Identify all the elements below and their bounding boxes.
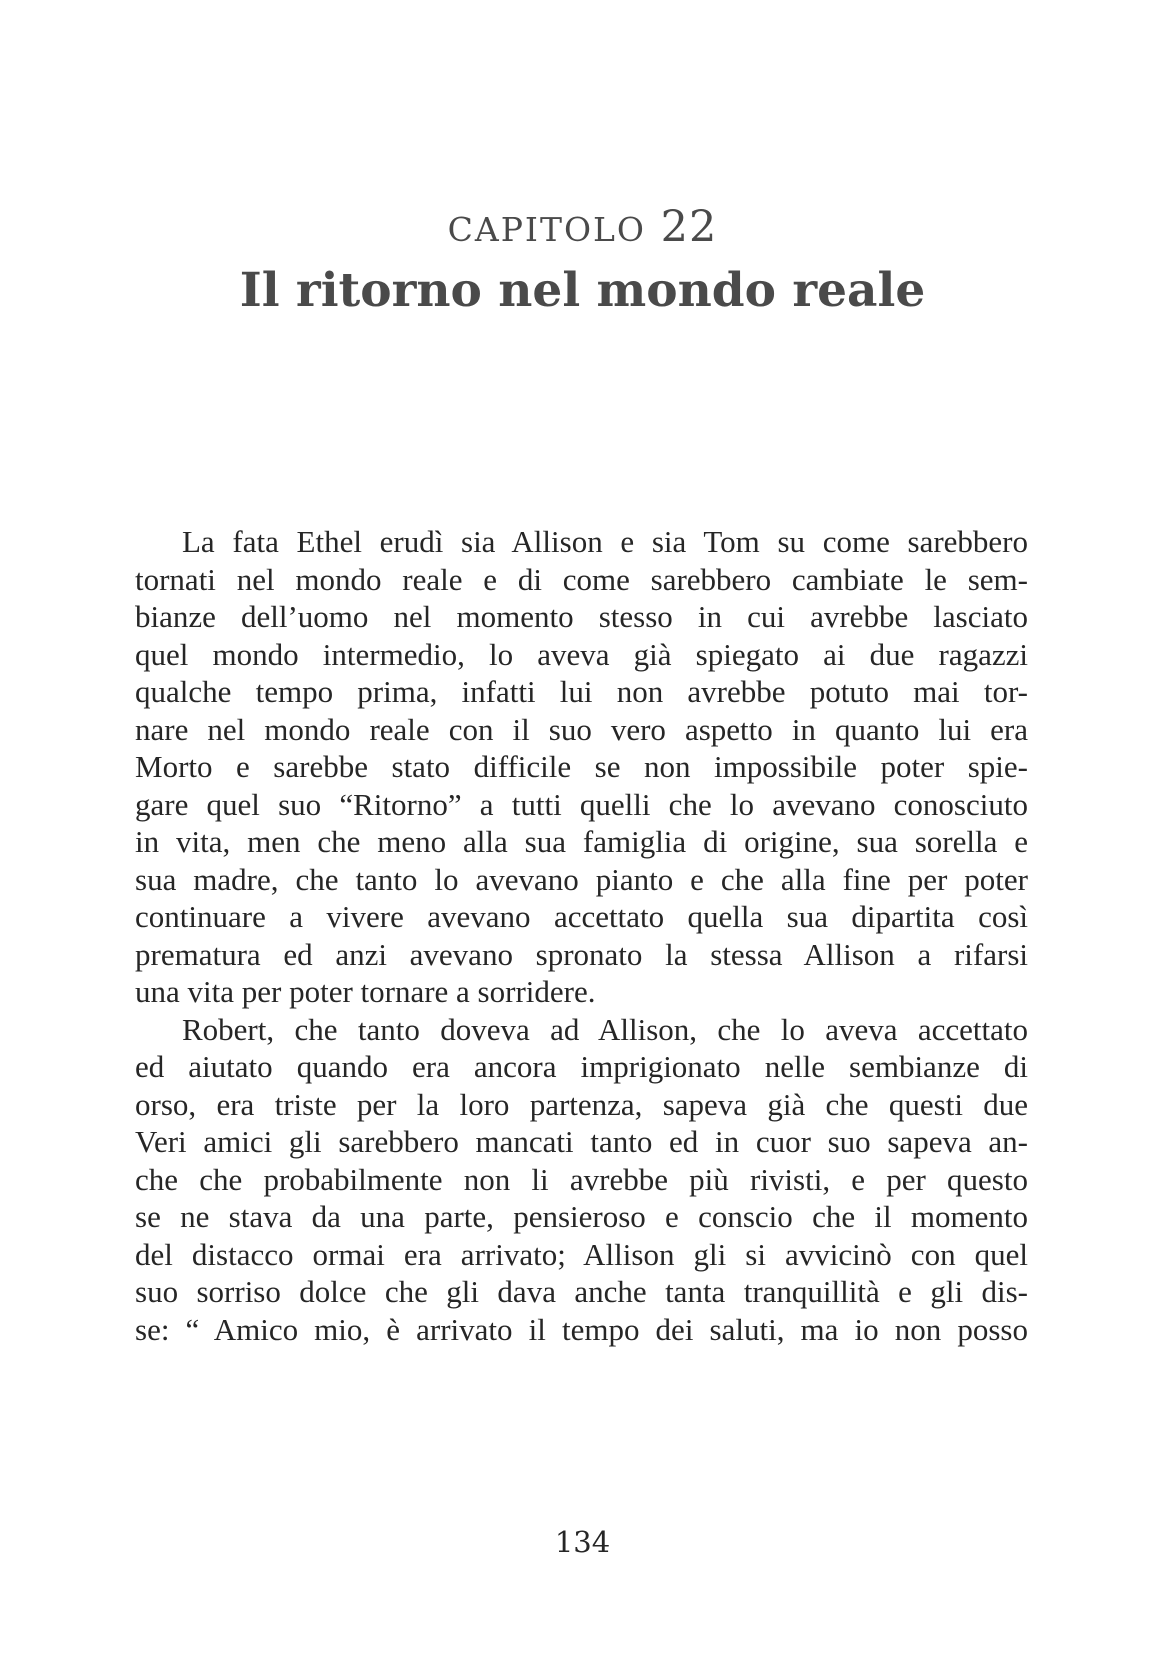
text-line: suo sorriso dolce che gli dava anche tanta tranquillità e gli dis- [135,1274,1028,1309]
paragraph-1 [135,523,1028,1011]
text-line: ed aiutato quando era ancora imprigionato nelle sembianze di [135,1049,1028,1084]
text-line: qualche tempo prima, infatti lui non avrebbe potuto mai tor- [135,674,1028,709]
text-line: una vita per poter tornare a sorridere. [135,974,596,1009]
text-line: prematura ed anzi avevano spronato la stessa Allison a rifarsi [135,936,1028,972]
text-line: tornati nel mondo reale e di come sarebbero cambiate le sem- [135,561,1028,597]
text-line: bianze dell’uomo nel momento stesso in cui avrebbe lasciato [135,599,1028,634]
text-line: Morto e sarebbe stato difficile se non impossibile poter spie- [135,749,1028,784]
chapter-word: CAPITOLO [447,210,646,249]
text-line: orso, era triste per la loro partenza, sapeva già che questi due [135,1086,1028,1122]
text-line: se: “ Amico mio, è arrivato il tempo dei saluti, ma io non posso [135,1311,1028,1347]
text-line: continuare a vivere avevano accettato quella sua dipartita così [135,899,1028,934]
text-line: se ne stava da una parte, pensieroso e conscio che il momento [135,1199,1028,1234]
text-line: La fata Ethel erudì sia Allison e sia Tom su come sarebbero [182,524,1028,559]
text-line: gare quel suo “Ritorno” a tutti quelli che lo avevano conosciuto [135,786,1028,822]
chapter-title: Il ritorno nel mondo reale [239,263,926,318]
body-text [135,523,1028,1348]
text-line: quel mondo intermedio, lo aveva già spiegato ai due ragazzi [135,636,1028,672]
text-line: in vita, men che meno alla sua famiglia di origine, sua sorella e [135,824,1028,859]
paragraph-2 [135,1011,1028,1349]
text-line: nare nel mondo reale con il suo vero aspetto in quanto lui era [135,711,1028,747]
text-line: sua madre, che tanto lo avevano pianto e che alla fine per poter [135,861,1028,897]
text-line: che che probabilmente non li avrebbe più rivisti, e per questo [135,1161,1028,1197]
page-number: 134 [554,1525,611,1559]
text-line: del distacco ormai era arrivato; Allison gli si avvicinò con quel [135,1236,1028,1272]
chapter-label [0,202,1165,252]
text-line: Veri amici gli sarebbero mancati tanto ed in cuor suo sapeva an- [135,1124,1028,1159]
chapter-number: 22 [660,202,718,252]
text-line: Robert, che tanto doveva ad Allison, che lo aveva accettato [182,1011,1028,1047]
